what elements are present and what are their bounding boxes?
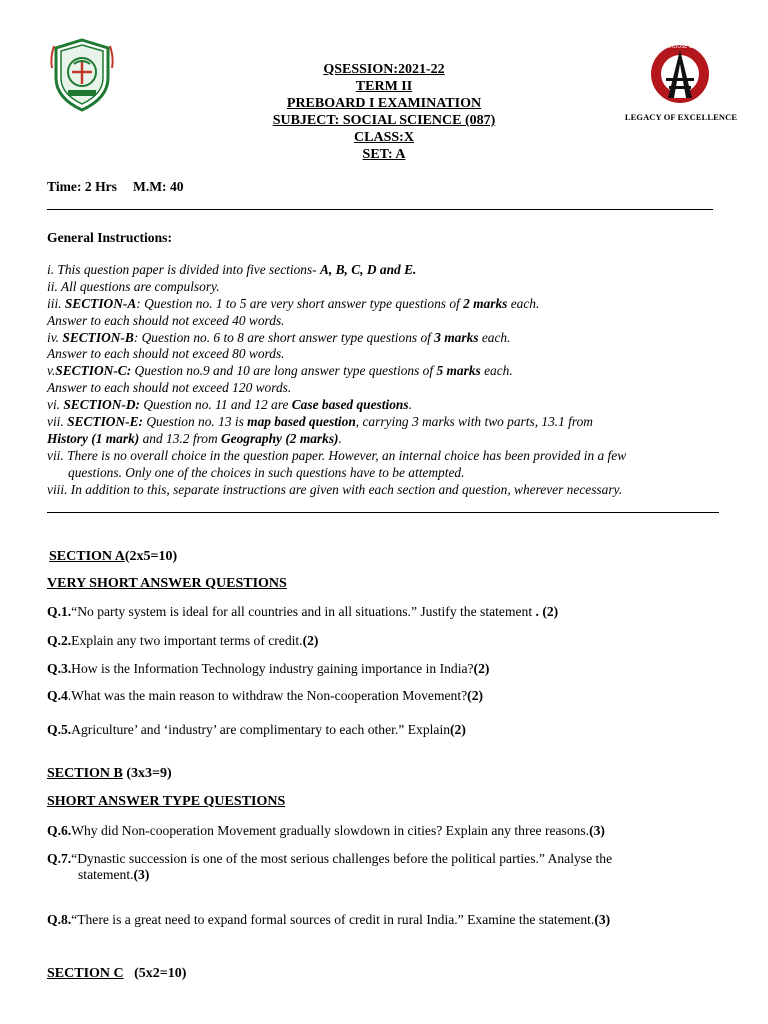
question-4: Q.4.What was the main reason to withdraw the Non-cooperation Movement?(2) [47, 688, 484, 703]
class-line: CLASS:X [354, 130, 414, 145]
instruction-vii: vii. SECTION-E: Question no. 13 is map based question, carrying 3 marks with two parts, 13.1 from [47, 414, 593, 429]
session-line: QSESSION:2021-22 [323, 62, 445, 77]
question-7-cont: statement.(3) [78, 867, 150, 882]
instruction-v-cont: Answer to each should not exceed 120 words. [47, 380, 292, 395]
set-line: SET: A [362, 147, 406, 162]
question-8: Q.8.“There is a great need to expand formal sources of credit in rural India.” Examine the statement.(3) [47, 912, 611, 927]
time: Time: 2 Hrs [47, 179, 117, 194]
section-a-subtitle: VERY SHORT ANSWER QUESTIONS [47, 576, 287, 591]
term-line: TERM II [355, 79, 413, 94]
question-3: Q.3.How is the Information Technology industry gaining importance in India?(2) [47, 661, 490, 676]
instruction-vii-choice: vii. There is no overall choice in the question paper. However, an internal choice has been provided in a few [47, 448, 627, 463]
exam-title: PREBOARD I EXAMINATION [286, 96, 482, 111]
instruction-ii: ii. All questions are compulsory. [47, 279, 220, 294]
instruction-i: i. This question paper is divided into five sections- A, B, C, D and E. [47, 262, 417, 277]
instruction-vi: vi. SECTION-D: Question no. 11 and 12 are Case based questions. [47, 397, 412, 412]
instruction-vii-cont: History (1 mark) and 13.2 from Geography (2 marks). [47, 431, 342, 446]
section-b-subtitle: SHORT ANSWER TYPE QUESTIONS [47, 794, 286, 809]
question-1: Q.1.“No party system is ideal for all countries and in all situations.” Justify the statement . (2) [47, 604, 559, 619]
divider [47, 209, 713, 210]
section-c-heading: SECTION C (5x2=10) [47, 966, 187, 981]
divider [47, 512, 719, 513]
subject-line: SUBJECT: SOCIAL SCIENCE (087) [272, 113, 496, 128]
logo-lettering: SUPERHOUSE GROUP [653, 44, 707, 50]
instruction-iv-cont: Answer to each should not exceed 80 words. [47, 346, 285, 361]
instruction-vii-choice-cont: questions. Only one of the choices in such questions have to be attempted. [68, 465, 465, 480]
instruction-iv: iv. SECTION-B: Question no. 6 to 8 are short answer type questions of 3 marks each. [47, 330, 511, 345]
question-6: Q.6.Why did Non-cooperation Movement gradually slowdown in cities? Explain any three reasons.(3) [47, 823, 605, 838]
section-a-heading: SECTION A(2x5=10) [49, 549, 178, 564]
superhouse-group-logo [648, 42, 712, 112]
section-b-heading: SECTION B (3x3=9) [47, 766, 172, 781]
question-2: Q.2.Explain any two important terms of credit.(2) [47, 633, 319, 648]
tagline: LEGACY OF EXCELLENCE [624, 112, 738, 122]
instruction-viii: viii. In addition to this, separate instructions are given with each section and question, wherever necessary. [47, 482, 623, 497]
school-crest-logo [48, 38, 116, 112]
time-marks-line [47, 179, 184, 195]
question-7: Q.7.“Dynastic succession is one of the most serious challenges before the political parties.” Analyse the [47, 851, 613, 866]
instruction-iii-cont: Answer to each should not exceed 40 words. [47, 313, 285, 328]
max-marks: M.M: 40 [132, 179, 184, 194]
question-5: Q.5.Agriculture’ and ‘industry’ are complimentary to each other.” Explain(2) [47, 722, 466, 737]
instructions-heading: General Instructions: [47, 230, 172, 245]
instruction-iii: iii. SECTION-A: Question no. 1 to 5 are very short answer type questions of 2 marks each. [47, 296, 540, 311]
instruction-v: v.SECTION-C: Question no.9 and 10 are long answer type questions of 5 marks each. [47, 363, 513, 378]
